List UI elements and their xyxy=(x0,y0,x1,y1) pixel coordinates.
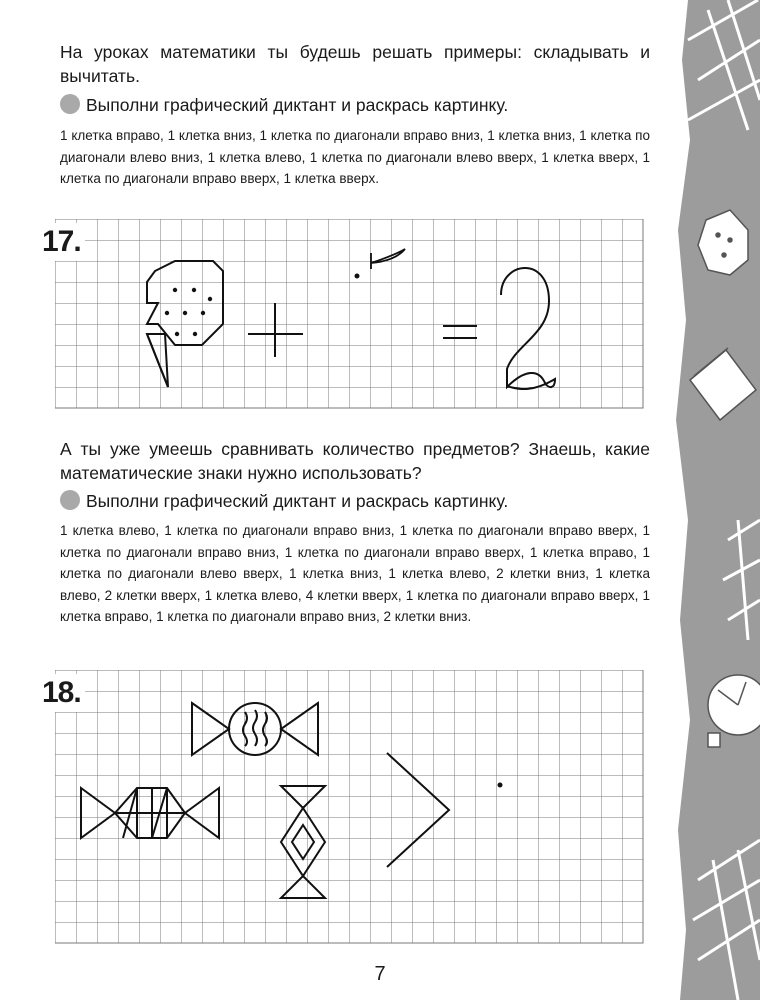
candy-start-marker xyxy=(498,783,503,788)
task-heading-1 xyxy=(60,93,508,117)
dictation-text-2: 1 клетка влево, 1 клетка по диагонали вправо вниз, 1 клетка по диагонали вправо вверх, 1 клетка по диагонали вправо вниз, 1 клетка по диагонали вправо вверх, 1 клетка вправо, 1 клетка по диагонали влево вверх, 1 клетка вниз, 1 клетка влево, 2 клетки вниз, 1 клетка влево, 2 клетки вверх, 1 клетка влево, 4 клетки вверх, 1 клетка по диагонали вправо вверх, 1 клетка вправо, 1 клетка по диагонали вправо вниз, 2 клетки вниз. xyxy=(60,523,650,624)
exercise-number-18: 18. xyxy=(38,674,85,712)
task-label-2: Выполни графический диктант и раскрась картинку. xyxy=(86,491,509,511)
intro-text-2: А ты уже умеешь сравнивать количество предметов? Знаешь, какие математические знаки нужно использовать? xyxy=(60,439,650,483)
task-label-1: Выполни графический диктант и раскрась картинку. xyxy=(86,95,509,115)
exercise-number-17: 17. xyxy=(38,223,85,261)
page-number: 7 xyxy=(374,963,386,985)
side-decoration xyxy=(668,0,760,1000)
task-heading-2 xyxy=(60,489,508,513)
grid-exercise-17 xyxy=(55,219,645,419)
bullet-icon xyxy=(60,94,80,114)
grid-exercise-18 xyxy=(55,670,645,950)
bullet-icon xyxy=(60,490,80,510)
dictation-text-1: 1 клетка вправо, 1 клетка вниз, 1 клетка по диагонали вправо вниз, 1 клетка вниз, 1 клетка по диагонали влево вниз, 1 клетка влево, 1 клетка по диагонали влево вверх, 1 клетка вверх, 1 клетка по диагонали вправо вверх, 1 клетка вверх. xyxy=(60,128,650,186)
intro-text-1: На уроках математики ты будешь решать примеры: складывать и вычитать. xyxy=(60,42,650,86)
